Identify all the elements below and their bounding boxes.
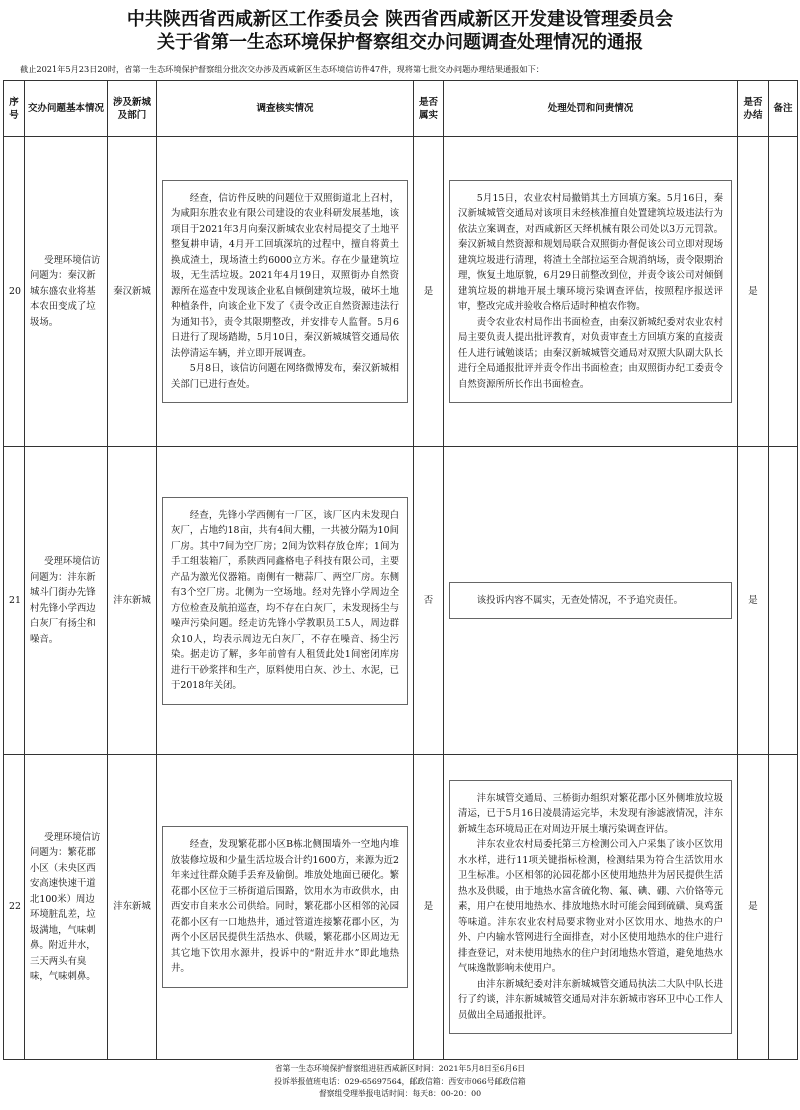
handling-cell — [444, 755, 738, 1060]
header-note: 备注 — [769, 81, 798, 137]
issue-text: 受理环境信访问题为：沣东新城斗门街办先锋村先锋小学西边白灰厂有扬尘和噪音。 — [30, 556, 101, 645]
intro-text: 截止2021年5月23日20时，省第一生态环境保护督察组分批次交办涉及西咸新区生态环境信访件47件，现将第七批交办问题办理结果通报如下： — [20, 64, 544, 74]
footer-line-2: 投诉举报值班电话：029-65697564，邮政信箱：西安市066号邮政信箱 — [274, 1076, 526, 1086]
handling-paragraph: 由沣东新城纪委对沣东新城城管交通局执法二大队中队长进行了约谈，沣东新城城管交通局对沣东新城市容环卫中心工作人员做出全局通报批评。 — [458, 978, 723, 1021]
title-line-1: 中共陕西省西咸新区工作委员会 陕西省西咸新区开发建设管理委员会 — [126, 9, 674, 30]
investigation-box — [162, 497, 408, 705]
header-investigation: 调查核实情况 — [157, 81, 414, 137]
row-no: 22 — [4, 755, 25, 1060]
table-row — [4, 755, 798, 1060]
investigation-cell — [157, 447, 414, 755]
is-true-cell: 是 — [414, 755, 444, 1060]
investigation-paragraph: 经查，发现繁花郡小区B栋北侧围墙外一空地内堆放装修垃圾和少量生活垃圾合计约1600方，来源为近2年来过往群众随手丢弃及偷倒。堆放处地面已硬化。繁花郡小区位于三桥街道后围路，饮用水为市政供水，由西安市自来水公司供给。同时，繁花郡小区相邻的沁园花都小区有一口地热井，通过管道连接繁花郡小区，为两个小区居民提供生活热水、供暖，繁花郡小区周边无其它地下饮用水源井，投诉中的“附近井水”即此地热井。 — [171, 839, 399, 975]
closed-cell: 是 — [738, 447, 769, 755]
handling-paragraph: 该投诉内容不属实，无查处情况，不予追究责任。 — [476, 594, 684, 606]
investigation-paragraph: 经查，先锋小学西侧有一厂区，该厂区内未发现白灰厂，占地约18亩，共有4间大棚，一共被分隔为10间厂房。其中7间为空厂房；2间为饮料存放仓库；1间为手工组装箱厂，系陕西同鑫格电子科技有限公司，主要产品为激光仪器箱。南侧有一糖蒜厂、两空厂房。东侧有3个空厂房。北侧为一空场地。经对先锋小学周边全方位检查及航拍巡查，均不存在白灰厂，未发现扬尘与噪声污染问题。经走访先锋小学教职员工5人，周边群众10人，均表示周边无白灰厂，不存在噪音、扬尘污染。据走访了解，多年前曾有人租赁此处1间密闭库房进行干砂浆拌和生产，原料使用白灰、沙土、水泥，已于2018年关闭。 — [171, 509, 399, 691]
investigation-box — [162, 180, 408, 404]
investigation-paragraph: 5月8日，该信访问题在网络微博发布，秦汉新城相关部门已进行查处。 — [171, 363, 399, 390]
issue-text: 受理环境信访问题为：繁花郡小区（未央区西安高速快速干道北100米）周边环境脏乱差，垃圾满地，气味刺鼻。附近井水，三天两头有臭味，气味刺鼻。 — [30, 831, 101, 982]
note-cell — [769, 447, 798, 755]
dept-cell: 沣东新城 — [108, 755, 157, 1060]
handling-cell — [444, 447, 738, 755]
handling-paragraph: 沣东城管交通局、三桥街办组织对繁花郡小区外侧堆放垃圾清运，已于5月16日凌晨清运完毕，未发现有渗滤液情况，沣东新城生态环境局正在对周边开展土壤污染调查评估。 — [458, 792, 723, 835]
header-closed: 是否办结 — [738, 81, 769, 137]
note-cell — [769, 137, 798, 447]
handling-paragraph: 5月15日，农业农村局撤销其土方回填方案。5月16日，秦汉新城城管交通局对该项目未经核准擅自处置建筑垃圾违法行为依法立案调查，对西咸新区天绎机械有限公司处以3万元罚款。秦汉新城自然资源和规划局联合双照街办督促该公司立即对现场建筑垃圾进行清理，将渣土全部拉运至合规消纳场，责令限期治理，恢复土地原貌，6月29日前整改到位，并责令该公司对倾倒建筑垃圾的耕地开展土壤环境污染调查评估，按照程序报送评审，整改完成并验收合格后适时种植农作物。 — [458, 192, 723, 313]
dept-cell: 秦汉新城 — [108, 137, 157, 447]
table-row — [4, 137, 798, 447]
handling-paragraph: 责令农业农村局作出书面检查，由秦汉新城纪委对农业农村局主要负责人提出批评教育，对负责审查土方回填方案的直接责任人进行诫勉谈话；由秦汉新城城管交通局对双照大队副大队长进行全局通报批评并责令作出书面检查；由双照街办纪工委责令自然资源所所长作出书面检查。 — [458, 316, 723, 390]
investigation-cell — [157, 137, 414, 447]
handling-box — [449, 180, 732, 404]
header-dept: 涉及新城及部门 — [108, 81, 157, 137]
is-true-cell: 否 — [414, 447, 444, 755]
issue-cell — [25, 755, 108, 1060]
handling-box — [449, 582, 732, 620]
is-true-cell: 是 — [414, 137, 444, 447]
header-row — [4, 81, 798, 137]
issue-cell — [25, 137, 108, 447]
handling-cell — [444, 137, 738, 447]
investigation-box — [162, 826, 408, 988]
footer-line-1: 省第一生态环境保护督察组进驻西咸新区时间：2021年5月8日至6月6日 — [274, 1064, 526, 1073]
header-issue: 交办问题基本情况 — [25, 81, 108, 137]
footer-line-3: 督察组受理举报电话时间：每天8：00-20：00 — [318, 1089, 482, 1098]
closed-cell: 是 — [738, 755, 769, 1060]
row-no: 20 — [4, 137, 25, 447]
issue-text: 受理环境信访问题为：秦汉新城东盛农业将基本农田变成了垃圾场。 — [30, 254, 101, 328]
header-no: 序号 — [4, 81, 25, 137]
note-cell — [769, 755, 798, 1060]
issue-cell — [25, 447, 108, 755]
title-line-2: 关于省第一生态环境保护督察组交办问题调查处理情况的通报 — [157, 32, 643, 53]
footer-contact-info — [0, 1063, 800, 1101]
investigation-paragraph: 经查，信访件反映的问题位于双照街道北上召村，为咸阳东胜农业有限公司建设的农业科研发展基地，该项目于2021年3月向秦汉新城农业农村局提交了土地平整复耕申请，4月开工回填深坑的过程中，擅自将黄土换成渣土，现场渣土约6000立方米。存在少量建筑垃圾，无生活垃圾。2021年4月19日，双照街办自然资源所在巡查中发现该企业私自倾倒建筑垃圾，破坏土地种植条件，向该企业下发了《责令改正自然资源违法行为通知书》，责令其限期整改，并安排专人监督。5月6日进行了现场踏勘，5月10日，秦汉新城城管交通局依法停清运车辆，并立即开展调查。 — [171, 192, 399, 359]
document-title — [0, 8, 800, 54]
dept-cell: 沣东新城 — [108, 447, 157, 755]
investigation-cell — [157, 755, 414, 1060]
header-is-true: 是否属实 — [414, 81, 444, 137]
row-no: 21 — [4, 447, 25, 755]
handling-paragraph: 沣东农业农村局委托第三方检测公司入户采集了该小区饮用水水样，进行11项关键指标检测，检测结果为符合生活饮用水卫生标准。小区相邻的沁园花都小区使用地热井为居民提供生活热水及供暖，由于地热水富含硫化物、氟、碘、硼、六价铬等元素，用户在使用地热水、排放地热水时可能会闻到硫磺、臭鸡蛋等味道。沣东农业农村局要求物业对小区饮用水、地热水的户外、户内输水管网进行全面排查，对小区使用地热水的住户进行排查登记，对未使用地热水的住户封闭地热水管道，避免地热水气味逸散影响未使用户。 — [458, 839, 723, 975]
report-table — [3, 80, 798, 1060]
handling-box — [449, 780, 732, 1035]
table-row — [4, 447, 798, 755]
header-handling: 处理处罚和问责情况 — [444, 81, 738, 137]
closed-cell: 是 — [738, 137, 769, 447]
